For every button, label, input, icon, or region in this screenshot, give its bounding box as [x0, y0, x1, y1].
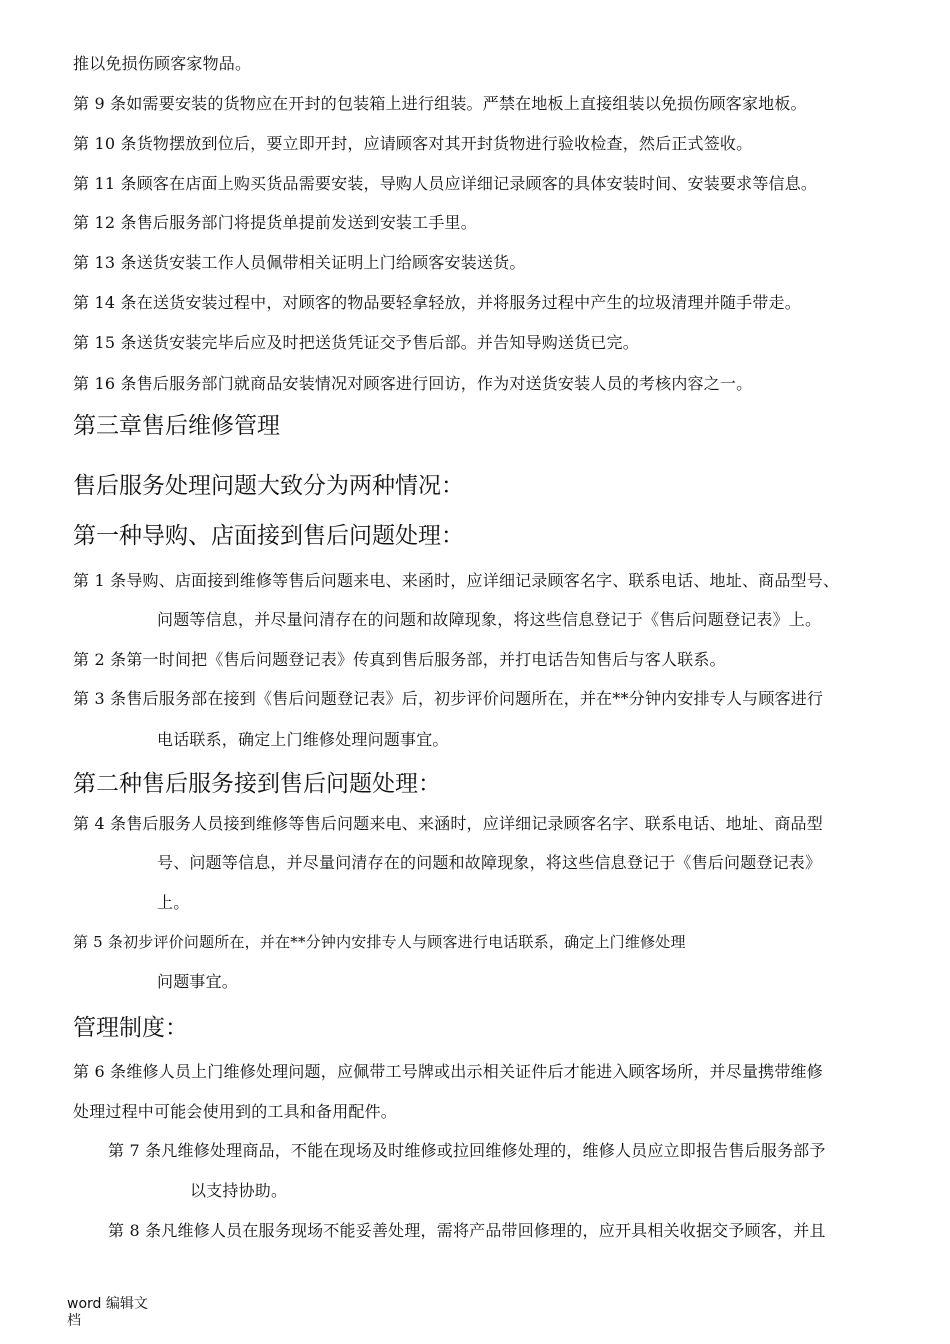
article-1-cont: 问题等信息，并尽量问清存在的问题和故障现象，将这些信息登记于《售后问题登记表》上。	[157, 610, 822, 629]
footer-label: word 编辑文	[67, 1296, 148, 1312]
article-6-cont: 处理过程中可能会使用到的工具和备用配件。	[73, 1102, 398, 1121]
management-heading: 管理制度：	[73, 1015, 188, 1041]
article-1: 第 1 条导购、店面接到维修等售后问题来电、来函时，应详细记录顾客名字、联系电话、地址、商品型号、	[73, 571, 840, 590]
article-9: 第 9 条如需要安装的货物应在开封的包装箱上进行组装。严禁在地板上直接组装以免损伤顾客家地板。	[73, 94, 807, 113]
subsection-heading-1: 第一种导购、店面接到售后问题处理：	[73, 523, 464, 549]
article-11: 第 11 条顾客在店面上购买货品需要安装，导购人员应详细记录顾客的具体安装时间、安装要求等信息。	[73, 174, 818, 193]
article-4-end: 上。	[157, 893, 190, 912]
article-2: 第 2 条第一时间把《售后问题登记表》传真到售后服务部，并打电话告知售后与客人联系。	[73, 650, 726, 669]
article-3: 第 3 条售后服务部在接到《售后问题登记表》后，初步评价问题所在，并在**分钟内安排专人与顾客进行	[73, 689, 824, 708]
article-16: 第 16 条售后服务部门就商品安装情况对顾客进行回访，作为对送货安装人员的考核内容之一。	[73, 374, 753, 393]
footer-label-cont: 档	[67, 1313, 81, 1329]
subsection-heading-2: 第二种售后服务接到售后问题处理：	[73, 771, 441, 797]
article-7-cont: 以支持协助。	[190, 1181, 288, 1200]
article-15: 第 15 条送货安装完毕后应及时把送货凭证交予售后部。并告知导购送货已完。	[73, 333, 639, 352]
article-5-cont: 问题事宜。	[157, 972, 239, 991]
section-heading: 售后服务处理问题大致分为两种情况：	[73, 473, 464, 499]
chapter-heading: 第三章售后维修管理	[73, 413, 280, 439]
article-3-cont: 电话联系，确定上门维修处理问题事宜。	[157, 730, 449, 749]
article-5: 第 5 条初步评价问题所在，并在**分钟内安排专人与顾客进行电话联系，确定上门维修处理	[73, 933, 686, 951]
article-4: 第 4 条售后服务人员接到维修等售后问题来电、来涵时，应详细记录顾客名字、联系电话、地址、商品型	[73, 814, 823, 833]
article-7: 第 7 条凡维修处理商品，不能在现场及时维修或拉回维修处理的，维修人员应立即报告售后服务部予	[108, 1141, 826, 1160]
article-8: 第 8 条凡维修人员在服务现场不能妥善处理，需将产品带回修理的，应开具相关收据交予顾客，并且	[108, 1221, 826, 1240]
article-10: 第 10 条货物摆放到位后，要立即开封，应请顾客对其开封货物进行验收检查，然后正式签收。	[73, 134, 753, 153]
article-13: 第 13 条送货安装工作人员佩带相关证明上门给顾客安装送货。	[73, 253, 526, 272]
article-14: 第 14 条在送货安装过程中，对顾客的物品要轻拿轻放，并将服务过程中产生的垃圾清理并随手带走。	[73, 293, 801, 312]
article-12: 第 12 条售后服务部门将提货单提前发送到安装工手里。	[73, 213, 477, 232]
text-line: 推以免损伤顾客家物品。	[73, 54, 252, 73]
article-4-cont: 号、问题等信息，并尽量问清存在的问题和故障现象，将这些信息登记于《售后问题登记表》	[157, 853, 822, 872]
article-6: 第 6 条维修人员上门维修处理问题，应佩带工号牌或出示相关证件后才能进入顾客场所，并尽量携带维修	[73, 1062, 823, 1081]
